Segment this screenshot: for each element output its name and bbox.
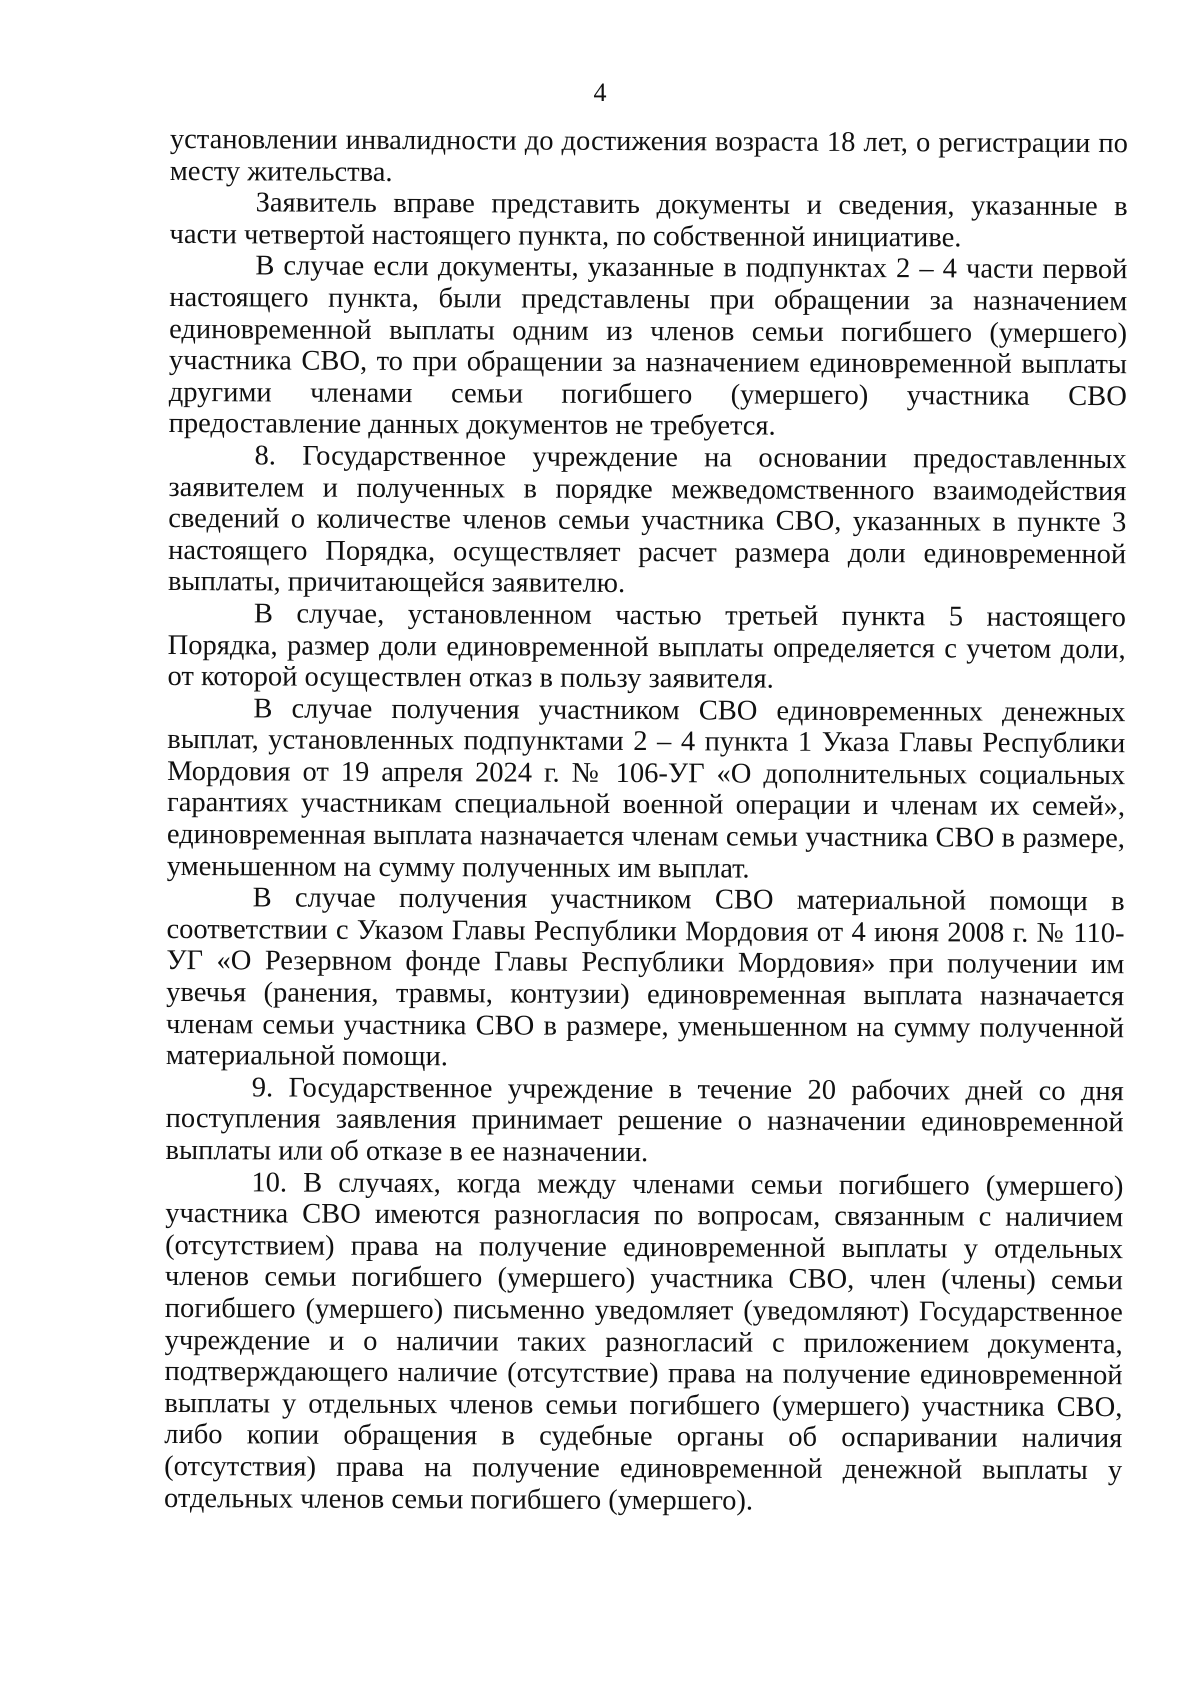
- paragraph-continuation: установлении инвалидности до достижения возраста 18 лет, о регистрации по месту жительства.: [169, 124, 1128, 188]
- paragraph-decree-106: В случае получения участником СВО единовременных денежных выплат, установленных подпунктами 2 – 4 пункта 1 Указа Главы Республики Мордовия от 19 апреля 2024 г. № 106-УГ «О дополнительных социальных гарантиях участникам специальной военной операции и членам их семей», единовременная выплата назначается членам семьи участника СВО в размере, уменьшенном на сумму полученных им выплат.: [166, 693, 1126, 885]
- paragraph-item-10: 10. В случаях, когда между членами семьи погибшего (умершего) участника СВО имеются разногласия по вопросам, связанным с наличием (отсутствием) права на получение единовременной выплаты у отдельных членов семьи погибшего (умершего) участника СВО, член (члены) семьи погибшего (умершего) письменно уведомляет (уведомляют) Государственное учреждение и о наличии таких разногласий с приложением документа, подтверждающего наличие (отсутствие) права на получение единовременной выплаты у отдельных членов семьи погибшего (умершего) участника СВО, либо копии обращения в судебные органы об оспаривании наличия (отсутствия) права на получение единовременной денежной выплаты у отдельных членов семьи погибшего (умершего).: [163, 1166, 1124, 1517]
- document-body: [164, 124, 1128, 1518]
- paragraph-share-refusal: В случае, установленном частью третьей пункта 5 настоящего Порядка, размер доли единовременной выплаты определяется с учетом доли, от которой осуществлен отказ в пользу заявителя.: [167, 598, 1126, 695]
- paragraph-decree-110: В случае получения участником СВО материальной помощи в соответствии с Указом Главы Республики Мордовия от 4 июня 2008 г. № 110-УГ «О Резервном фонде Главы Республики Мордовия» при получении им увечья (ранения, травмы, контузии) единовременная выплата назначается членам семьи участника СВО в размере, уменьшенном на сумму полученной материальной помощи.: [165, 882, 1125, 1073]
- paragraph-item-9: 9. Государственное учреждение в течение 20 рабочих дней со дня поступления заявления принимает решение о назначении единовременной выплаты или об отказе в ее назначении.: [165, 1072, 1124, 1169]
- page-number: 4: [593, 78, 607, 107]
- paragraph-item-8: 8. Государственное учреждение на основании предоставленных заявителем и полученных в порядке межведомственного взаимодействия сведений о количестве членов семьи участника СВО, указанных в пункте 3 настоящего Порядка, осуществляет расчет размера доли единовременной выплаты, причитающейся заявителю.: [167, 440, 1127, 600]
- paragraph-documents-not-required: В случае если документы, указанные в подпунктах 2 – 4 части первой настоящего пункта, были представлены при обращении за назначением единовременной выплаты одним из членов семьи погибшего (умершего) участника СВО, то при обращении за назначением единовременной выплаты другими членами семьи погибшего (умершего) участника СВО предоставление данных документов не требуется.: [168, 250, 1128, 442]
- paragraph-applicant-right: Заявитель вправе представить документы и сведения, указанные в части четвертой настоящего пункта, по собственной инициативе.: [169, 187, 1128, 254]
